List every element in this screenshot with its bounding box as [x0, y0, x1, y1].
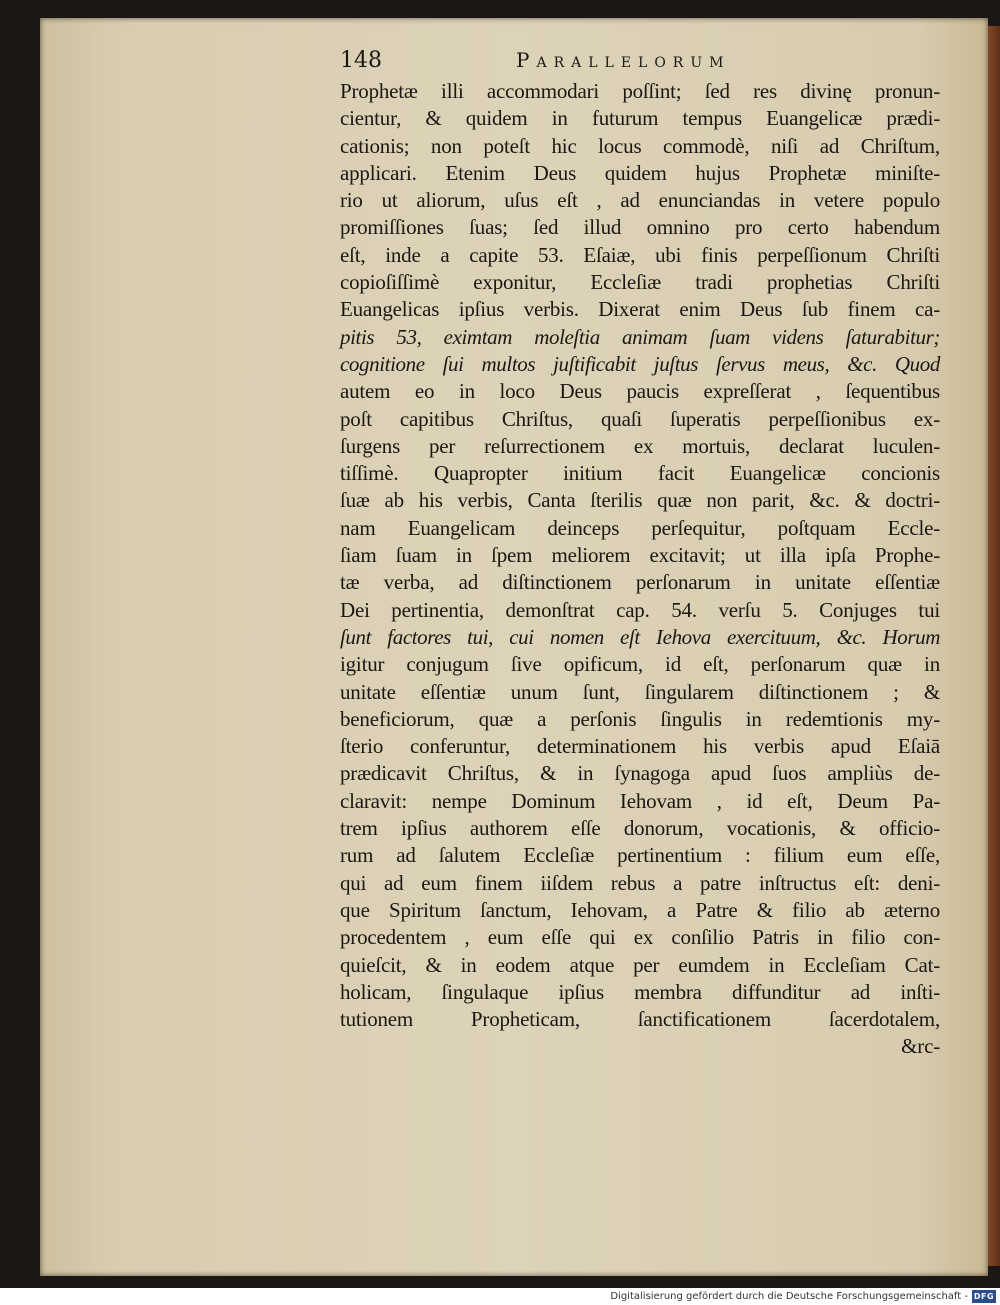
running-head: Parallelorum [516, 48, 731, 72]
text-line: ſterio conferuntur, determinationem his verbis apud Eſaiā [340, 734, 940, 759]
body-text [340, 78, 940, 1061]
text-line: copioſiſſimè exponitur, Eccleſiæ tradi prophetias Chriſti [340, 270, 940, 295]
text-line: Prophetæ illi accommodari poſſint; ſed res divinę pronun- [340, 79, 940, 103]
text-line: poſt capitibus Chriſtus, quaſi ſuperatis perpeſſionibus ex- [340, 406, 940, 431]
text-line: Dei pertinentia, demonſtrat cap. 54. verſu 5. Conjuges tui [340, 597, 940, 622]
text-line: rum ad ſalutem Eccleſiæ pertinentium : filium eum eſſe, [340, 843, 940, 868]
text-line: Euangelicas ipſius verbis. Dixerat enim Deus ſub finem ca- [340, 297, 940, 322]
text-line: eſt, inde a capite 53. Eſaiæ, ubi finis perpeſſionum Chriſti [340, 242, 940, 267]
text-line: nam Euangelicam deinceps perſequitur, poſtquam Eccle- [340, 515, 940, 540]
text-line: beneficiorum, quæ a perſonis ſingulis in redemtionis my- [340, 706, 940, 731]
funding-credit: Digitalisierung gefördert durch die Deutsche Forschungsgemeinschaft - [610, 1291, 968, 1302]
text-line: unitate eſſentiæ unum ſunt, ſingularem diſtinctionem ; & [340, 679, 940, 704]
text-line: igitur conjugum ſive opificum, id eſt, perſonarum quæ in [340, 652, 940, 677]
text-line: pitis 53, eximtam moleſtia animam ſuam videns ſaturabitur; [340, 324, 940, 349]
page-header [340, 48, 940, 78]
catchword: &rc- [901, 1034, 940, 1059]
text-line: tutionem Propheticam, ſanctificationem ſacerdotalem, [340, 1007, 940, 1032]
text-line: tæ verba, ad diſtinctionem perſonarum in unitate eſſentiæ [340, 570, 940, 595]
text-line: ſiam ſuam in ſpem meliorem excitavit; ut illa ipſa Prophe- [340, 543, 940, 568]
text-line: cationis; non poteſt hic locus commodè, niſi ad Chriſtum, [340, 133, 940, 158]
text-line: trem ipſius authorem eſſe donorum, vocationis, & officio- [340, 816, 940, 841]
digitization-footer [0, 1288, 1000, 1305]
text-line: procedentem , eum eſſe qui ex conſilio Patris in filio con- [340, 925, 940, 950]
text-line: applicari. Etenim Deus quidem hujus Prophetæ miniſte- [340, 160, 940, 185]
text-line: ſuæ ab his verbis, Canta ſterilis quæ non parit, &c. & doctri- [340, 488, 940, 513]
text-line: cognitione ſui multos juſtificabit juſtus ſervus meus, &c. Quod [340, 351, 940, 376]
text-line: prædicavit Chriſtus, & in ſynagoga apud ſuos ampliùs de- [340, 761, 940, 786]
page-number: 148 [340, 48, 382, 73]
text-line: ſurgens per reſurrectionem ex mortuis, declarat luculen- [340, 433, 940, 458]
dfg-logo: DFG [973, 1292, 995, 1301]
text-line: holicam, ſingulaque ipſius membra diffunditur ad inſti- [340, 979, 940, 1004]
text-line: promiſſiones ſuas; ſed illud omnino pro certo habendum [340, 215, 940, 240]
text-line: claravit: nempe Dominum Iehovam , id eſt, Deum Pa- [340, 788, 940, 813]
text-line: ſunt factores tui, cui nomen eſt Iehova exercituum, &c. Horum [340, 624, 940, 649]
text-line: cientur, & quidem in futurum tempus Euangelicæ prædi- [340, 106, 940, 131]
text-line: que Spiritum ſanctum, Iehovam, a Patre & filio ab æterno [340, 897, 940, 922]
text-line: autem eo in loco Deus paucis expreſſerat , ſequentibus [340, 379, 940, 404]
text-line: rio ut aliorum, uſus eſt , ad enunciandas in vetere populo [340, 188, 940, 213]
text-line: tiſſimè. Quapropter initium facit Euangelicæ concionis [340, 461, 940, 486]
text-line: quieſcit, & in eodem atque per eumdem in Eccleſiam Cat- [340, 952, 940, 977]
text-line: qui ad eum finem iiſdem rebus a patre inſtructus eſt: deni- [340, 870, 940, 895]
